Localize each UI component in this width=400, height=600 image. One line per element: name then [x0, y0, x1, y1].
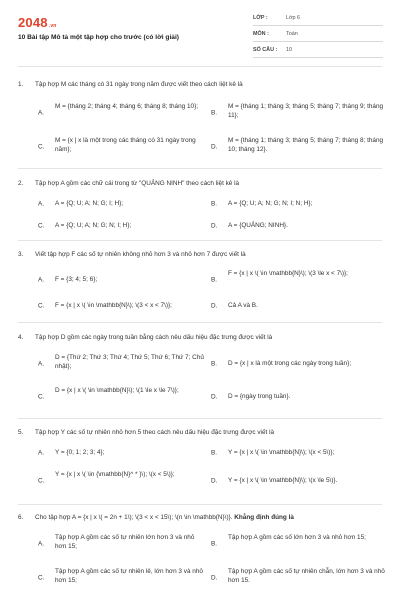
option-letter: D. [211, 477, 218, 485]
option-row [18, 353, 382, 375]
option-row [18, 301, 382, 311]
question-number: 2. [18, 180, 24, 187]
option-text: A = {Q; U; A; N; G; N; I; N; H}; [228, 200, 313, 207]
divider [18, 322, 382, 323]
option-text: A = {QUẢNG; NINH}. [228, 222, 288, 229]
question-5 [18, 428, 382, 502]
option-letter: C. [38, 222, 45, 230]
question-3 [18, 250, 382, 320]
option-letter: D. [211, 393, 218, 401]
option-letter: C. [38, 143, 45, 151]
option-letter: B. [211, 200, 218, 208]
question-text: Tập hợp A gồm các chữ cái trong từ "QUẢNG NINH" theo cách liệt kê là [35, 180, 240, 187]
option-row [18, 199, 382, 209]
option-text: Y = {x | x \( \in \mathbb{N}\); \(x \le 5\)}. [228, 477, 338, 484]
option-row [18, 386, 382, 408]
meta-info-box [253, 14, 383, 58]
option-text: D = {Thứ 2; Thứ 3; Thứ 4; Thứ 5; Thứ 6; Thứ 7; Chủ nhật}; [55, 354, 204, 371]
option-text: F = {x | x \( \in \mathbb{N}\); \(3 < x < 7\)}; [55, 302, 172, 309]
meta-label: LỚP : [253, 15, 268, 21]
option-text: Y = {x | x \( \in \mathbb{N}\); \(x < 5\)}; [228, 449, 335, 456]
page-header [0, 0, 400, 66]
question-number: 1. [18, 81, 24, 88]
option-letter: B. [211, 276, 218, 284]
option-letter: A. [38, 276, 45, 284]
option-letter: B. [211, 360, 218, 368]
meta-row-subject [253, 30, 383, 42]
option-text: Tập hợp A gồm các số lớn hơn 3 và nhỏ hơn 15; [228, 534, 366, 541]
question-number: 4. [18, 334, 24, 341]
meta-label: SỐ CÂU : [253, 47, 278, 53]
option-row [18, 567, 385, 589]
question-2 [18, 179, 382, 239]
option-letter: A. [38, 360, 45, 368]
logo-suffix: .vn [48, 23, 57, 29]
option-text: A = {Q; U; A; N; G; I; H}; [55, 200, 124, 207]
option-text: D = {ngày trong tuần}. [228, 393, 291, 400]
divider [18, 418, 382, 419]
option-letter: C. [38, 574, 45, 582]
option-text: D = {x | x là một trong các ngày trong tuần}; [228, 360, 351, 367]
option-letter: D. [211, 222, 218, 230]
option-text: Y = {x | x \( \in {\mathbb{N}^ * }\); \(x < 5\)}; [55, 471, 175, 478]
option-text: D = {x | x \( \in \mathbb{N}\); \(1 \le x \le 7\)}; [55, 387, 179, 394]
option-letter: D. [211, 574, 218, 582]
option-row [18, 221, 382, 231]
option-letter: C. [38, 477, 45, 485]
option-letter: A. [38, 200, 45, 208]
option-letter: C. [38, 393, 45, 401]
divider [18, 240, 382, 241]
option-text: Cả A và B. [228, 302, 258, 309]
option-text: Tập hợp A gồm các số tự nhiên lớn hơn 3 và nhỏ hơn 15; [55, 534, 195, 551]
question-text: Tập hợp D gồm các ngày trong tuần bằng cách nêu dấu hiệu đặc trưng được viết là [35, 334, 273, 341]
option-letter: A. [38, 449, 45, 457]
option-letter: D. [211, 143, 218, 151]
document-title: 10 Bài tập Mô tả một tập hợp cho trước (có lời giải) [18, 34, 179, 41]
option-row [18, 533, 382, 555]
option-letter: C. [38, 302, 45, 310]
option-letter: B. [211, 109, 218, 117]
option-text: Tập hợp A gồm các số tự nhiên chẵn, lớn hơn 3 và nhỏ hơn 15. [228, 568, 385, 585]
option-row [18, 448, 382, 458]
meta-label: MÔN : [253, 31, 269, 37]
question-text: Viết tập hợp F các số tự nhiên không nhỏ hơn 3 và nhỏ hơn 7 được viết là [35, 251, 246, 258]
question-stem [18, 428, 382, 437]
logo-text: 2048 [18, 15, 48, 30]
divider [18, 66, 382, 67]
question-emphasis: Khẳng định đúng là [232, 514, 294, 521]
option-letter: B. [211, 449, 218, 457]
question-1 [18, 80, 382, 160]
option-text: F = {x | x \( \in \mathbb{N}\); \(3 \le x < 7\)}; [228, 270, 348, 277]
question-text: Tập hợp Y các số tự nhiên nhỏ hơn 5 theo cách nêu dấu hiệu đặc trưng được viết là [35, 429, 275, 436]
option-text: M = {tháng 1; tháng 3; tháng 5; tháng 7; tháng 9; tháng 11}; [228, 103, 384, 120]
option-text: M = {x | x là một trong các tháng có 31 ngày trong năm}; [55, 137, 196, 154]
question-stem [18, 513, 382, 522]
option-text: A = {Q; U; A; N; G; N; I; H}; [55, 222, 132, 229]
divider [18, 168, 382, 169]
meta-row-count [253, 46, 383, 58]
option-row [18, 102, 382, 124]
question-number: 6. [18, 514, 24, 521]
option-text: F = {3; 4; 5; 6}; [55, 276, 98, 283]
option-text: M = {tháng 1; tháng 3; tháng 5; tháng 7; tháng 8; tháng 10; tháng 12}. [228, 137, 384, 154]
question-text: Tập hợp M các tháng có 31 ngày trong năm được viết theo cách liệt kê là [35, 81, 243, 88]
question-stem [18, 80, 382, 89]
option-row [18, 136, 382, 158]
option-text: Tập hợp A gồm các số tự nhiên lẻ, lớn hơn 3 và nhỏ hơn 15; [55, 568, 203, 585]
question-number: 5. [18, 429, 24, 436]
question-stem [18, 179, 382, 188]
question-stem [18, 250, 382, 259]
question-4 [18, 333, 382, 417]
question-number: 3. [18, 251, 24, 258]
option-letter: B. [211, 540, 218, 548]
divider [18, 504, 382, 505]
meta-value: Lớp 6 [286, 15, 301, 21]
option-row [18, 269, 382, 291]
meta-value: Toán [286, 31, 298, 37]
question-text: Cho tập hợp A = {x | x \( = 2n + 1\); \(3 < x < 15\); \(n \in \mathbb{N}\)}. [35, 514, 233, 521]
meta-row-grade [253, 14, 383, 26]
option-text: Y = {0; 1; 2; 3; 4}; [55, 449, 105, 456]
option-text: M = {tháng 2; tháng 4; tháng 6; tháng 8; tháng 10}; [55, 103, 199, 110]
option-row [18, 470, 382, 492]
option-letter: A. [38, 540, 45, 548]
option-letter: A. [38, 109, 45, 117]
option-letter: D. [211, 302, 218, 310]
meta-value: 10 [286, 47, 292, 53]
site-logo[interactable] [18, 14, 57, 33]
question-stem [18, 333, 382, 342]
question-6 [18, 513, 385, 597]
